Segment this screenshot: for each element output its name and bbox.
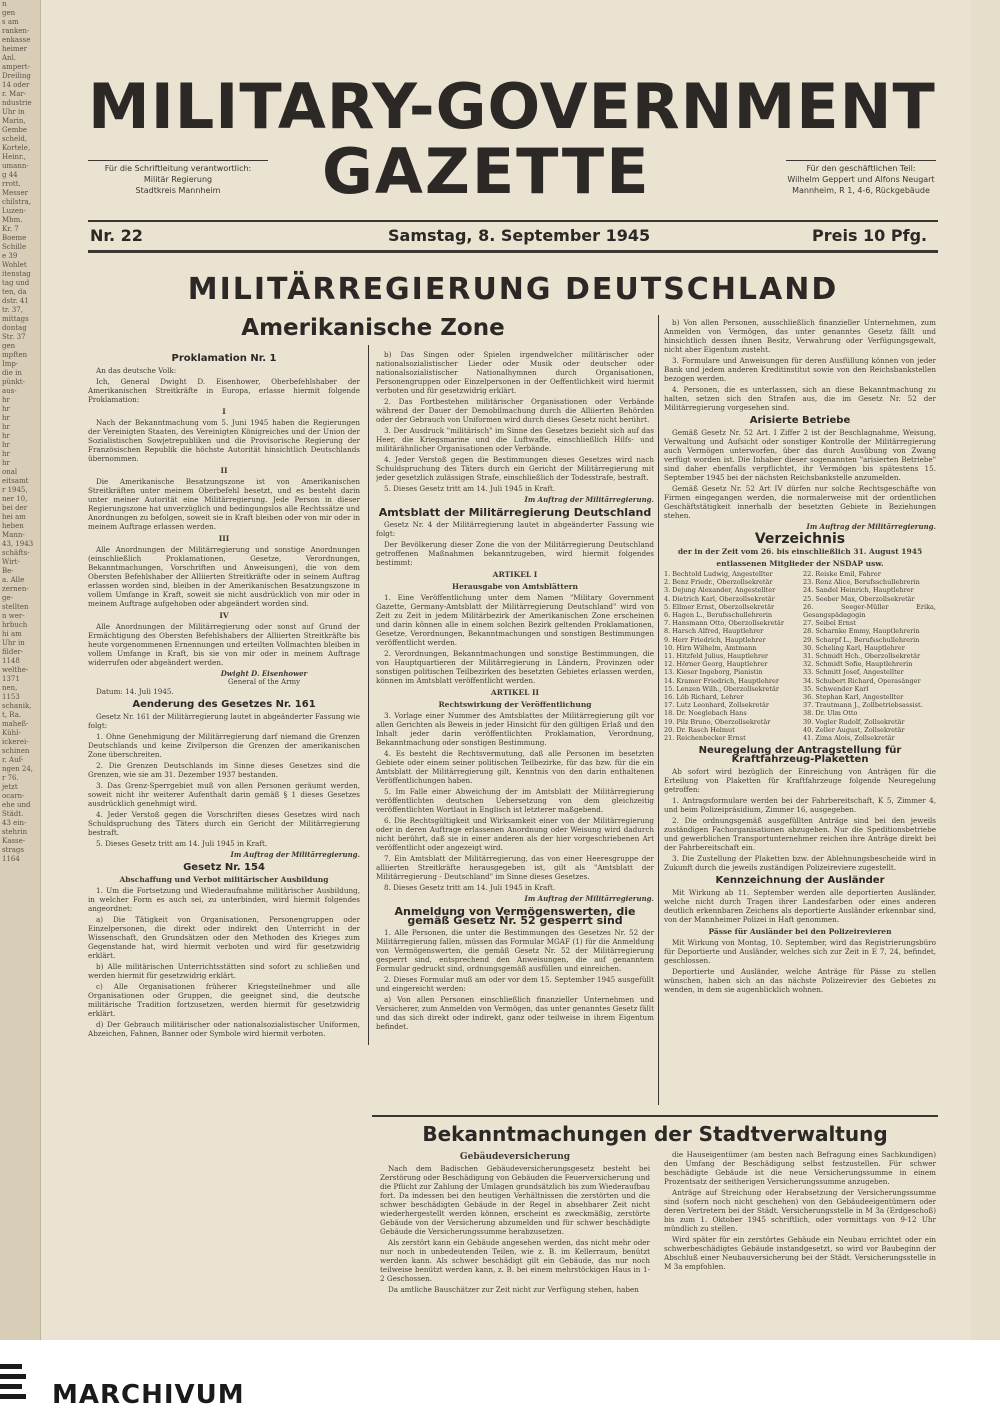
strip-fragment: ranken-: [2, 27, 30, 35]
member-entry: 12. Hörner Georg, Hauptlehrer: [664, 660, 768, 669]
strip-fragment: Dreiling: [2, 72, 31, 80]
strip-fragment: tag und: [2, 279, 30, 287]
member-entry: 7. Hansmann Otto, Oberzollsekretär: [664, 619, 785, 628]
column-1: Proklamation Nr. 1 An das deutsche Volk: Ich, General Dwight D. Eisenhower, Oberbefehlshaber der Amerikanischen Streitkräfte in Europa, erlasse hiermit folgende Proklamation: I Nach der Bekanntmachung vom 5. Juni 1945 haben die Regierungen der Vereinigten Staaten, des Vereinigten Königreiches und der Union der Sozialistischen Sowjetrepubliken und die Provisorische Regierung der Französischen Republik die höchste Autorität hinsichtlich Deutschlands übernommen. II Die Amerikanische Besatzungszone ist von Amerikanischen Streitkräften unter meinem Oberbefehl besetzt, und es besteht darin unter meiner Autorität eine Militärregierung. Jede Person in dieser Regierungszone hat unverzüglich und bedingungslos alle Rechtssätze und Anordnungen zu befolgen, soweit sie in Kraft bleiben oder von mir oder in meinem Auftrage erlassen werden. III Alle Anordnungen der Militärregierung und sonstige Anordnungen (einschließlich Proklamationen, Gesetze, Verordnungen, Bekanntmachungen, Vorschriften und Anweisungen), die von dem Obersten Befehlshaber der Alliierten Streitkräfte oder in seinem Auftrag erlassen worden sind, bleiben in der Amerikanischen Besatzungszone in vollem Umfange in Kraft, soweit sie nicht ausdrücklich von mir oder in meinem Auftrage aufgehoben oder abgeändert worden sind. IV Alle Anordnungen der Militärregierung oder sonst auf Grund der Ermächtigung des Obersten Befehlshabers der Alliierten Streitkräfte bis heute vorgenommenen Ernennungen und erteilten Vollmachten bleiben in vollem Umfange in Kraft, bis sie von mir oder in meinem Auftrage widerrufen oder abgeändert werden. Dwight D. Eisenhower General of the Army Datum: 14. Juli 1945. Aenderung des Gesetzes Nr. 161 Gesetz Nr. 161 der Militärregierung lautet in abgeänderter Fassung wie folgt: 1. Ohne Genehmigung der Militärregierung darf niemand die Grenzen Deutschlands und keine Zivilperson die Grenzen der amerikanischen Zone überschreiten. 2. Die Grenzen Deutschlands im Sinne dieses Gesetzes sind die Grenzen, wie sie am 31. Dezember 1937 bestanden. 3. Das Grenz-Sperrgebiet muß von allen Personen geräumt werden, soweit nicht ihr weiterer Aufenthalt darin gemäß § 1 dieses Gesetzes ausdrücklich genehmigt wird. 4. Jeder Verstoß gegen die Vorschriften dieses Gesetzes wird nach Schuldspruchung des Täters durch ein Gericht der Militärregierung bestraft. 5. Dieses Gesetz tritt am 14. Juli 1945 in Kraft. Im Auftrag der Militärregierung. Gesetz Nr. 154 Abschaffung und Verbot militärischer Ausbildung 1. Um die Fortsetzung und Wiederaufnahme militärischer Ausbildung, in welcher Form es auch sei, zu unterbinden, wird hiermit folgendes angeordnet: a) Die Tätigkeit von Organisationen, Personengruppen oder Einzelpersonen, die direkt oder indirekt den Unterricht in der Wissenschaft, den Grundsätzen oder den Methoden des Krieges zum Gegenstande hat, wird hiermit verboten und wird für gesetzwidrig erklärt. b) Alle militärischen Unterrichtsstätten sind sofort zu schließen und werden hiermit für gesetzwidrig erklärt. c) Alle Organisationen früherer Kriegsteilnehmer und alle Organisationen oder Gruppen, die geeignet sind, die deutsche militärische Tradition fortzusetzen, werden hiermit für gesetzwidrig erklärt. d) Der Gebrauch militärischer oder nationalsozialistischer Uniformen, Abzeichen, Fahnen, Banner oder Symbole wird hiermit verboten.: [88, 353, 360, 1038]
section-heading: Gesetz Nr. 154: [183, 862, 265, 873]
member-entry: 40. Zeller August, Zollsekretär: [803, 725, 905, 734]
member-entry: 20. Dr. Rasch Helmut: [664, 725, 735, 734]
paragraph: Ab sofort wird bezüglich der Einreichung von Anträgen für die Erteilung von Plaketten für Kraftfahrzeuge folgende Neuregelung getroffen:: [664, 767, 936, 795]
strip-fragment: Kortele,: [2, 144, 31, 152]
strip-fragment: aus-: [2, 387, 17, 395]
strip-fragment: gen: [2, 9, 16, 17]
paragraph: Gemäß Gesetz Nr. 52 Art. I Ziffer 2 ist der Beschlagnahme, Weisung, Verwaltung und Aufsicht oder sonstiger Kontrolle der Militärregierung auch Vermögen unterworfen, über das durch Ausübung von Zwang verfügt worden ist. Die Inhaber dieser sogenannten "arisierten Betriebe" sind daher ebenfalls verpflichtet, ihr Vermögen bis spätestens 15. September 1945 bei der nächsten Reichsbankstelle anzumelden.: [664, 428, 936, 482]
masthead-left-box: [88, 160, 268, 196]
paragraph: b) Das Singen oder Spielen irgendwelcher militärischer oder nationalsozialistischer Lieder oder Musik oder deutscher oder nationalsozialistischer Nationalhymnen durch Organisationen, Personengruppen oder Einzelpersonen in der Oeffentlichkeit wird hiermit verboten und für gesetzwidrig erklärt.: [376, 350, 654, 395]
section-heading: Amtsblatt der Militärregierung Deutschland: [378, 506, 652, 519]
member-entry: 34. Schubert Richard, Operasänger: [803, 676, 921, 685]
signature: Im Auftrag der Militärregierung.: [524, 894, 654, 903]
member-entry: 30. Scheling Karl, Hauptlehrer: [803, 643, 905, 652]
signature: Im Auftrag der Militärregierung.: [806, 522, 936, 531]
strip-fragment: hr: [2, 459, 10, 467]
paragraph: Alle Anordnungen der Militärregierung oder sonst auf Grund der Ermächtigung des Obersten Befehlshabers der Alliierten Streitkräfte bis heute vorgenommenen Ernennungen und erteilten Vollmachten bleiben in vollem Umfange in Kraft, bis sie von mir oder in meinem Auftrage widerrufen oder abgeändert werden.: [88, 622, 360, 667]
member-entry: 22. Reiske Emil, Fahrer: [803, 570, 881, 578]
strip-fragment: hi am: [2, 630, 22, 638]
strip-fragment: schäfts-: [2, 549, 30, 557]
stadt-column-left: [380, 1150, 650, 1335]
paragraph: 2. Verordnungen, Bekanntmachungen und sonstige Bestimmungen, die von Hauptquartieren der Militärregierung in Ländern, Provinzen oder sonstigen politischen Teilbezirken des besetzten Gebietes erlassen werden, können im Amtsblatt veröffentlicht werden.: [376, 649, 654, 685]
paragraph: 2. Dieses Formular muß am oder vor dem 15. September 1945 ausgefüllt und eingereicht werden:: [376, 975, 654, 993]
main-subheadline: Amerikanische Zone: [241, 315, 505, 341]
paragraph: Alle Anordnungen der Militärregierung und sonstige Anordnungen (einschließlich Proklamationen, Gesetze, Verordnungen, Bekanntmachungen, Vorschriften und Anweisungen), die von dem Obersten Befehlshaber der Alliierten Streitkräfte oder in seinem Auftrag erlassen worden sind, bleiben in der Amerikanischen Besatzungszone in vollem Umfange in Kraft, soweit sie nicht ausdrücklich von mir oder in meinem Auftrage aufgehoben oder abgeändert worden sind.: [88, 545, 360, 608]
paragraph: Als zerstört kann ein Gebäude angesehen werden, das nicht mehr oder nur noch in unbedeutenden Teilen, wie z. B. im Kellerraum, benützt werden kann. Als schwer beschädigt gilt ein Gebäude, das nur noch teilweise benützt werden kann, z. B. bei einem mehrstöckigen Haus in 1-2 Geschossen.: [380, 1238, 650, 1283]
paragraph: 4. Jeder Verstoß gegen die Bestimmungen dieses Gesetzes wird nach Schuldspruchung des Täters durch ein Gericht der Militärregierung mit jeder gesetzlich zulässigen Strafe, einschließlich der Todesstrafe, bestraft.: [376, 455, 654, 482]
section-heading: Kennzeichnung der Ausländer: [715, 875, 885, 887]
paragraph: 1. Um die Fortsetzung und Wiederaufnahme militärischer Ausbildung, in welcher Form es auch sei, zu unterbinden, wird hiermit folgendes angeordnet:: [88, 886, 360, 913]
paragraph: Der Bevölkerung dieser Zone die von der Militärregierung Deutschland getroffenen Maßnahmen bekanntzugeben, wird hiermit folgendes bestimmt:: [376, 540, 654, 567]
strip-fragment: r 76.: [2, 774, 19, 782]
paragraph: 3. Das Grenz-Sperrgebiet muß von allen Personen geräumt werden, soweit nicht ihr weiterer Aufenthalt darin gemäß § 1 dieses Gesetzes ausdrücklich genehmigt wird.: [88, 781, 360, 808]
left-box-line: Für die Schriftleitung verantwortlich:: [104, 164, 252, 173]
paragraph: a) Von allen Personen einschließlich finanzieller Unternehmen und Versicherer, zum Anmelden von Vermögen, das unter genanntes Gesetz fällt und das sich direkt oder indirekt, ganz oder teilweise in ihrem Eigentum befindet.: [376, 995, 654, 1031]
article-heading: ARTIKEL I: [492, 570, 538, 579]
strip-fragment: stellten: [2, 603, 29, 611]
member-entry: 15. Lenzen Wilh., Oberzollsekretär: [664, 684, 779, 693]
signature: Im Auftrag der Militärregierung.: [524, 495, 654, 504]
strip-fragment: Kühl-: [2, 729, 21, 737]
section-rule: [372, 1115, 938, 1117]
strip-fragment: Marin,: [2, 117, 26, 125]
strip-fragment: Wirt-: [2, 558, 20, 566]
section-heading: Proklamation Nr. 1: [171, 353, 277, 364]
strip-fragment: a. Alle: [2, 576, 25, 584]
paragraph: Wird später für ein zerstörtes Gebäude ein Neubau errichtet oder ein schwerbeschädigtes Gebäude instandgesetzt, so wird vor Baubeginn der Abschluß einer Neubauversicherung bei der Städt. Versicherungsstelle in M 3a empfohlen.: [664, 1235, 936, 1271]
strip-fragment: maheß-: [2, 720, 29, 728]
member-entry: 16. Löb Richard, Lehrer: [664, 693, 744, 702]
paragraph: Mit Wirkung von Montag, 10. September, wird das Registrierungsbüro für Deportierte und Ausländer, welches sich zur Zeit in E 7, 24, befindet, geschlossen.: [664, 938, 936, 966]
member-entry: 13. Kieser Ingeborg, Pianistin: [664, 668, 763, 677]
stadt-column-right: [664, 1150, 936, 1335]
member-entry: 29. Scharpf L., Berufsschullehrerin: [803, 635, 920, 644]
member-entry: 32. Schmidt Sofie, Hauptlehrerin: [803, 660, 913, 669]
section-heading: Neuregelung der Antragstellung für Kraftfahrzeug-Plaketten: [698, 745, 902, 766]
strip-fragment: Wohlet: [2, 261, 27, 269]
paragraph: die Hauseigentümer (am besten nach Befragung eines Sachkundigen) den Umfang der Beschädigung selbst festzustellen. Für schwer beschädigte Gebäude ist die neue Versicherungssumme in einem Prozentsatz der seitherigen Versicherungssumme anzugeben.: [664, 1150, 936, 1186]
strip-fragment: n wer-: [2, 612, 25, 620]
strip-fragment: Str. 37: [2, 333, 26, 341]
strip-fragment: schinen: [2, 747, 30, 755]
strip-fragment: hr: [2, 405, 10, 413]
member-entry: 33. Schmitt Josef, Angestellter: [803, 668, 904, 677]
strip-fragment: heben: [2, 522, 24, 530]
article-heading: ARTIKEL II: [490, 688, 540, 697]
article-subheading: Rechtswirkung der Veröffentlichung: [438, 700, 592, 709]
strip-fragment: stehrin: [2, 828, 28, 836]
paragraph: Gesetz Nr. 4 der Militärregierung lautet in abgeänderter Fassung wie folgt:: [376, 520, 654, 538]
member-entry: 10. Hirn Wilhelm, Amtmann: [664, 643, 757, 652]
archive-logo-text: MARCHIVUM: [52, 1380, 245, 1410]
strip-fragment: umann-: [2, 162, 29, 170]
strip-fragment: tr. 37,: [2, 306, 23, 314]
paragraph: 8. Dieses Gesetz tritt am 14. Juli 1945 in Kraft.: [384, 883, 556, 892]
member-entry: 28. Scharnke Emmy, Hauptlehrerin: [803, 627, 920, 636]
member-entry: 38. Dr. Ulm Otto: [803, 709, 858, 718]
strip-fragment: 1153: [2, 693, 20, 701]
member-list-right: [803, 570, 936, 742]
masthead-right-box: [786, 160, 936, 196]
strip-fragment: hr: [2, 396, 10, 404]
paragraph: 5. Dieses Gesetz tritt am 14. Juli 1945 in Kraft.: [96, 839, 268, 848]
strip-fragment: 1371: [2, 675, 20, 683]
section-heading: Anmeldung von Vermögenswerten, die gemäß Gesetz Nr. 52 gesperrt sind: [394, 905, 636, 927]
paragraph: a) Die Tätigkeit von Organisationen, Personengruppen oder Einzelpersonen, die direkt oder indirekt den Unterricht in der Wissenschaft, den Grundsätzen oder den Methoden des Krieges zum Gegenstande hat, wird hiermit verboten und wird für gesetzwidrig erklärt.: [88, 915, 360, 960]
strip-fragment: r. Mar-: [2, 90, 27, 98]
signature-rank: General of the Army: [227, 678, 301, 686]
paragraph: 3. Vorlage einer Nummer des Amtsblattes der Militärregierung gilt vor allen Gerichten als Beweis in jeder Hinsicht für den gültigen Erlaß und den Inhalt jeder darin veröffentlichten Proklamation, Verordnung, Bekanntmachung oder sonstigen Bestimmung.: [376, 711, 654, 747]
strip-fragment: Mhm.: [2, 216, 23, 224]
section-subheading: der in der Zeit vom 26. bis einschließlich 31. August 1945: [677, 547, 923, 556]
strip-fragment: Schille: [2, 243, 27, 251]
member-entry: 14. Kramer Friedrich, Hauptlehrer: [664, 676, 779, 685]
strip-fragment: bei der: [2, 504, 28, 512]
left-box-line: Militär Regierung: [143, 175, 213, 184]
masthead-rule-bottom: [88, 250, 938, 253]
paragraph: 1. Eine Veröffentlichung unter dem Namen "Military Government Gazette, Germany-Amtsblatt der Militärregierung Deutschland" wird von Zeit zu Zeit in jedem Militärbezirk der Amerikanischen Zone erscheinen und darin können alle in einem solchen Bezirk geltenden Proklamationen, Gesetze, Verordnungen, Bekanntmachungen und sonstigen Bestimmungen veröffentlicht werden.: [376, 593, 654, 647]
member-entry: 2. Benz Friedr., Oberzollsekretär: [664, 578, 773, 587]
strip-fragment: ndustrie: [2, 99, 32, 107]
section-subheading: Pässe für Ausländer bei den Polizeirevieren: [708, 927, 892, 937]
strip-fragment: hr: [2, 450, 10, 458]
masthead-rule-top: [88, 220, 938, 222]
member-entry: 23. Renz Alice, Berufsschullehrerin: [803, 578, 920, 587]
paragraph: Gemäß Gesetz Nr. 52 Art IV dürfen nur solche Rechtsgeschäfte von Firmen eingegangen werden, die normalerweise mit der ordentlichen Geschäftstätigkeit innerhalb der besetzten Gebiete in Beziehungen stehen.: [664, 484, 936, 520]
column-divider: [368, 345, 369, 1045]
strip-fragment: hr: [2, 423, 10, 431]
member-entry: 8. Harsch Alfred, Hauptlehrer: [664, 627, 764, 636]
signature: Im Auftrag der Militärregierung.: [230, 850, 360, 859]
strip-fragment: Be-: [2, 567, 14, 575]
member-entry: 35. Schwender Karl: [803, 684, 869, 693]
paragraph: 3. Der Ausdruck "militärisch" im Sinne des Gesetzes bezieht sich auf das Heer, die Kriegsmarine und die Luftwaffe, einschließlich Hilfs- und militärähnlicher Organisationen oder Verbände.: [376, 426, 654, 453]
member-entry: 3. Dejung Alexander, Angestellter: [664, 586, 776, 595]
column-3: [664, 318, 936, 1108]
member-entry: 19. Pilz Bruno, Oberzollsekretär: [664, 717, 771, 726]
strip-fragment: 43, 1943: [2, 540, 34, 548]
article-subheading: Herausgabe von Amtsblättern: [452, 582, 578, 591]
strip-fragment: schanik,: [2, 702, 32, 710]
strip-fragment: enkasse: [2, 36, 31, 44]
signature: Dwight D. Eisenhower: [220, 669, 308, 678]
section-subheading: Gebäudeversicherung: [459, 1152, 571, 1162]
strip-fragment: e 39: [2, 252, 18, 260]
strip-fragment: Kr. 7: [2, 225, 19, 233]
strip-fragment: Anl.: [2, 54, 17, 62]
member-entry: 9. Herr Friedrich, Hauptlehrer: [664, 635, 766, 644]
paragraph: Mit Wirkung ab 11. September werden alle deportierten Ausländer, welche nicht durch Tragen ihrer Landesfarben oder eines anderen deutlich erkennbaren Zeichens als deportierte Ausländer erkennbar sind, von der Mannheimer Polizei in Haft genommen.: [664, 888, 936, 925]
member-entry: 11. Hitzfeld Julius, Hauptlehrer: [664, 652, 769, 661]
member-entry: 6. Hagen L., Berufsschullehrerin: [664, 611, 773, 620]
strip-fragment: Mann-: [2, 531, 25, 539]
member-entry: 41. Zima Alois, Zollsekretär: [803, 734, 895, 743]
paragraph: 5. Im Falle einer Abweichung der im Amtsblatt der Militärregierung veröffentlichten deutschen Uebersetzung von dem gleichzeitig veröffentlichten Wortlaut in Englisch ist letzterer maßgebend.: [376, 787, 654, 814]
paragraph: Deportierte und Ausländer, welche Anträge für Pässe zu stellen wünschen, haben sich an das nächste Polizeirevier des Gebietes zu wenden, in dem sie augenblicklich wohnen.: [664, 967, 936, 995]
member-entry: 37. Trautmann J., Zollbetriebsassist.: [803, 701, 923, 710]
strip-fragment: eitsamt: [2, 477, 29, 485]
member-entry: 4. Dietrich Karl, Oberzollsekretär: [664, 594, 775, 603]
paragraph: d) Der Gebrauch militärischer oder nationalsozialistischer Uniformen, Abzeichen, Fahnen, Banner oder Symbole wird hiermit verboten.: [88, 1020, 360, 1038]
strip-fragment: Boeme: [2, 234, 27, 242]
strip-fragment: ngen 24,: [2, 765, 33, 773]
strip-fragment: onal: [2, 468, 18, 476]
strip-fragment: Imp-: [2, 360, 19, 368]
paragraph: An das deutsche Volk:: [96, 366, 177, 375]
strip-fragment: 14 oder: [2, 81, 30, 89]
strip-fragment: Luzen-: [2, 207, 26, 215]
issue-number: Nr. 22: [90, 226, 143, 245]
paragraph: Gesetz Nr. 161 der Militärregierung lautet in abgeänderter Fassung wie folgt:: [88, 712, 360, 730]
strip-fragment: Städt.: [2, 810, 24, 818]
strip-fragment: Uhr in: [2, 108, 25, 116]
paragraph: Da amtliche Bauschätzer zur Zeit nicht zur Verfügung stehen, haben: [388, 1285, 639, 1294]
paragraph: 2. Die ordnungsgemäß ausgefüllten Anträge sind bei den jeweils zuständigen Fachorganisationen abzugeben. Nur die Speditionsbetriebe und gewerblichen Transportunternehmer reichen ihre Anträge direkt bei der Fahrbereitschaft ein.: [664, 816, 936, 853]
strip-fragment: mittags: [2, 315, 29, 323]
paragraph: Nach dem Badischen Gebäudeversicherungsgesetz besteht bei Zerstörung oder Beschädigung von Gebäuden die Feuerversicherung und die Pflicht zur Zahlung der Umlagen grundsätzlich bis zum Wiederaufbau fort. Da indessen bei den heutigen Verhältnissen die zerstörten und die schwer beschädigten Gebäude in der Regel in absehbarer Zeit nicht wiederhergestellt werden können, erscheint es zweckmäßig, zerstörte Gebäude von der Versicherung abzumelden und für schwer beschädigte Gebäude die Versicherungssumme herabzusetzen.: [380, 1164, 650, 1236]
strip-fragment: mpften: [2, 351, 28, 359]
paragraph: 1. Antragsformulare werden bei der Fahrbereitschaft, K 5, Zimmer 4, und beim Polizeipräsidium, Zimmer 16, ausgegeben.: [664, 796, 936, 815]
member-entry: 5. Ellmer Ernst, Oberzollsekretär: [664, 602, 775, 611]
member-entry: 1. Bechtold Ludwig, Angestellter: [664, 570, 773, 578]
strip-fragment: Uhr in: [2, 639, 25, 647]
issue-date: Samstag, 8. September 1945: [388, 226, 651, 245]
paragraph: Ich, General Dwight D. Eisenhower, Oberbefehlshaber der Amerikanischen Streitkräfte in Europa, erlasse hiermit folgende Proklamation:: [88, 377, 360, 404]
strip-fragment: zernen-: [2, 585, 29, 593]
stadt-headline: Bekanntmachungen der Stadtverwaltung: [422, 1122, 888, 1146]
strip-fragment: Gembe: [2, 126, 27, 134]
strip-fragment: Messer: [2, 189, 28, 197]
section-heading: Arisierte Betriebe: [749, 415, 851, 426]
paragraph: 5. Dieses Gesetz tritt am 14. Juli 1945 in Kraft.: [384, 484, 556, 493]
strip-fragment: Heinr.,: [2, 153, 27, 161]
paragraph: 3. Die Zustellung der Plaketten bzw. der Ablehnungsbescheide wird in Zukunft durch die jeweils zuständigen Polizeireviere zugestellt.: [664, 854, 936, 873]
strip-fragment: ampert-: [2, 63, 30, 71]
member-entry: 17. Lutz Leonhard, Zollsekretär: [664, 701, 769, 710]
strip-fragment: 1164: [2, 855, 20, 863]
strip-fragment: itenstag: [2, 270, 31, 278]
paragraph: b) Alle militärischen Unterrichtsstätten sind sofort zu schließen und werden hiermit für gesetzwidrig erklärt.: [88, 962, 360, 980]
paragraph: 3. Formulare und Anweisungen für deren Ausfüllung können von jeder Bank und jedem anderen Kreditinstitut sowie von den Reichsbankstellen bezogen werden.: [664, 356, 936, 383]
paragraph: 1. Alle Personen, die unter die Bestimmungen des Gesetzes Nr. 52 der Militärregierung fallen, müssen das Formular MGAF (1) für die Anmeldung von Vermögenswerten, die gemäß Gesetz Nr. 52 der Militärregierung gesperrt sind, entsprechend den Anweisungen, die auf genanntem Formular gedruckt sind, ordnungsgemäß ausfüllen und einreichen.: [376, 928, 654, 973]
strip-fragment: hr: [2, 414, 10, 422]
strip-fragment: welthe-: [2, 666, 29, 674]
member-entry: 36. Stephan Karl, Angestellter: [803, 693, 904, 702]
strip-fragment: rrott.: [2, 180, 21, 188]
strip-fragment: jetzt: [2, 783, 18, 791]
strip-fragment: ge-: [2, 594, 13, 602]
paragraph: b) Von allen Personen, ausschließlich finanzieller Unternehmen, zum Anmelden von Vermögen, das unter genanntes Gesetz fällt und hinsichtlich dessen ihnen Besitz, Verwahrung oder Verfügungsgewalt, nicht aber Eigentum zusteht.: [664, 318, 936, 354]
strip-fragment: hei am: [2, 513, 26, 521]
left-box-line: Stadtkreis Mannheim: [135, 186, 221, 195]
member-entry: 26. Seeger-Müller Erika, Gesangspädagogin: [803, 602, 936, 620]
paragraph: 2. Die Grenzen Deutschlands im Sinne dieses Gesetzes sind die Grenzen, wie sie am 31. Dezember 1937 bestanden.: [88, 761, 360, 779]
main-headline: MILITÄRREGIERUNG DEUTSCHLAND: [187, 272, 839, 307]
strip-fragment: s am: [2, 18, 19, 26]
strip-fragment: nen,: [2, 684, 18, 692]
member-list: [664, 570, 936, 742]
masthead-title-line1: MILITARY-GOVERNMENT: [88, 70, 936, 143]
adjacent-page-strip: [0, 0, 41, 1340]
strip-fragment: die in: [2, 369, 22, 377]
strip-fragment: r. Auf-: [2, 756, 24, 764]
member-list-left: [664, 570, 797, 742]
strip-fragment: pünkt-: [2, 378, 25, 386]
strip-fragment: r 1945,: [2, 486, 28, 494]
paragraph: 2. Das Fortbestehen militärischer Organisationen oder Verbände während der Dauer der Demobilmachung durch die Alliierten Behörden oder der Gebrauch von Uniformen wird durch dieses Gesetz nicht berührt.: [376, 397, 654, 424]
member-entry: 39. Vogler Rudolf, Zollsekretär: [803, 717, 905, 726]
paragraph: 4. Es besteht die Rechtsvermutung, daß alle Personen im besetzten Gebiete oder einem seiner politischen Teilbezirke, für das bzw. für die ein Amtsblatt der Militärregierung gilt, Kenntnis von den darin enthaltenen Veröffentlichungen haben.: [376, 749, 654, 785]
strip-fragment: strags: [2, 846, 24, 854]
strip-fragment: ocarn-: [2, 792, 25, 800]
member-entry: 18. Dr. Noeglebach Hans: [664, 709, 747, 718]
strip-fragment: dstr. 41: [2, 297, 29, 305]
date-line: Datum: 14. Juli 1945.: [96, 687, 174, 696]
paragraph: c) Alle Organisationen früherer Kriegsteilnehmer und alle Organisationen oder Gruppen, die geeignet sind, die deutsche militärische Tradition fortzusetzen, werden hiermit für gesetzwidrig erklärt.: [88, 982, 360, 1018]
paragraph: Nach der Bekanntmachung vom 5. Juni 1945 haben die Regierungen der Vereinigten Staaten, des Vereinigten Königreiches und der Union der Sozialistischen Sowjetrepubliken und die Provisorische Regierung der Französischen Republik die höchste Autorität hinsichtlich Deutschlands übernommen.: [88, 418, 360, 463]
strip-fragment: g 44: [2, 171, 18, 179]
paragraph: 4. Jeder Verstoß gegen die Vorschriften dieses Gesetzes wird nach Schuldspruchung des Täters durch ein Gericht der Militärregierung bestraft.: [88, 810, 360, 837]
section-heading: Verzeichnis: [754, 531, 846, 547]
strip-fragment: hr: [2, 432, 10, 440]
column-divider: [658, 315, 659, 1105]
paragraph: 4. Personen, die es unterlassen, sich an diese Bekanntmachung zu halten, setzen sich den Strafen aus, die im Gesetz Nr. 52 der Militärregierung vorgesehen sind.: [664, 385, 936, 412]
masthead-title-line2: GAZETTE: [322, 135, 651, 208]
strip-fragment: ehe und: [2, 801, 31, 809]
strip-fragment: dontag: [2, 324, 27, 332]
strip-fragment: hr: [2, 441, 10, 449]
member-entry: 27. Seibel Ernst: [803, 619, 856, 628]
member-entry: 24. Sandel Heinrich, Hauptlehrer: [803, 586, 914, 595]
column-2: [376, 350, 654, 1120]
section-subheading: entlassenen Mitglieder der NSDAP usw.: [716, 559, 884, 568]
strip-fragment: 1148: [2, 657, 20, 665]
member-entry: 31. Schmidt Hch., Oberzollsekretär: [803, 652, 921, 661]
strip-fragment: t, Ra.: [2, 711, 22, 719]
strip-fragment: ner 10,: [2, 495, 28, 503]
member-entry: 25. Seeber Max, Oberzollsekretär: [803, 594, 915, 603]
member-entry: 21. Reichenbecker Ernst: [664, 734, 746, 743]
strip-fragment: ten, da: [2, 288, 27, 296]
right-box-line: Für den geschäftlichen Teil:: [806, 164, 916, 173]
strip-fragment: gen: [2, 342, 16, 350]
right-box-line: Mannheim, R 1, 4-6, Rückgebäude: [792, 186, 930, 195]
right-box-line: Wilhelm Geppert und Alfons Neugart: [787, 175, 935, 184]
archive-footer: [0, 1340, 1000, 1410]
strip-fragment: n: [2, 0, 7, 8]
strip-fragment: scheld,: [2, 135, 28, 143]
paragraph: 1. Ohne Genehmigung der Militärregierung darf niemand die Grenzen Deutschlands und keine Zivilperson die Grenzen der amerikanischen Zone überschreiten.: [88, 732, 360, 759]
paragraph: Die Amerikanische Besatzungszone ist von Amerikanischen Streitkräften unter meinem Oberbefehl besetzt, und es besteht darin unter meiner Autorität eine Militärregierung. Jede Person in dieser Regierungszone hat unverzüglich und bedingungslos alle Rechtssätze und Anordnungen zu befolgen, soweit sie in Kraft bleiben oder von mir oder in meinem Auftrage erlassen werden.: [88, 477, 360, 531]
archive-logo-icon: [0, 1362, 30, 1406]
strip-fragment: filder-: [2, 648, 24, 656]
strip-fragment: 43 ein-: [2, 819, 27, 827]
paragraph: Anträge auf Streichung oder Herabsetzung der Versicherungssumme sind (sofern noch nicht geschehen) von den Gebäudeeigentümern oder deren Vertretern bei der Städt. Versicherungsstelle in M 3a (Erdgeschoß) bis zum 1. Oktober 1945 schriftlich, oder vormittags von 9-12 Uhr mündlich zu stellen.: [664, 1188, 936, 1233]
strip-fragment: heimer: [2, 45, 28, 53]
strip-fragment: hrbuch: [2, 621, 28, 629]
paragraph: 6. Die Rechtsgültigkeit und Wirksamkeit einer von der Militärregierung oder in deren Auftrage erlassenen Anordnung oder Weisung wird dadurch nicht berührt, daß sie in einer anderen als der hier vorgeschriebenen Art veröffentlicht oder angezeigt wird.: [376, 816, 654, 852]
section-heading: Aenderung des Gesetzes Nr. 161: [132, 699, 316, 710]
strip-fragment: ickerei-: [2, 738, 29, 746]
strip-fragment: chilstra,: [2, 198, 32, 206]
issue-price: Preis 10 Pfg.: [812, 226, 928, 245]
paragraph: 7. Ein Amtsblatt der Militärregierung, das von einer Heeresgruppe der alliierten Streitkräfte herausgegeben ist, gilt als "Amtsblatt der Militärregierung - Deutschland" im Sinne dieses Gesetzes.: [376, 854, 654, 881]
strip-fragment: Kasse-: [2, 837, 26, 845]
section-subheading: Abschaffung und Verbot militärischer Ausbildung: [119, 875, 329, 884]
